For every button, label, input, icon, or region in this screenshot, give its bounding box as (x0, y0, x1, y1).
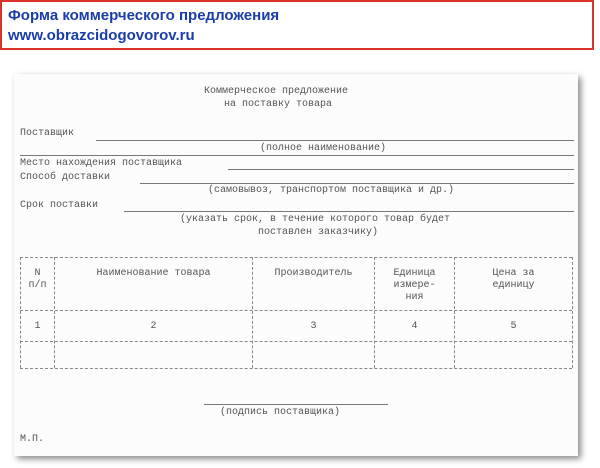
column-number: 1 (34, 321, 41, 332)
header-text: Производитель (274, 268, 353, 279)
column-number: 5 (510, 321, 517, 332)
document-heading-line1: Коммерческое предложение (204, 86, 349, 97)
table-col-divider (572, 257, 573, 368)
document-page (14, 74, 578, 456)
header-text: N (34, 268, 41, 279)
table-header-cell (21, 268, 54, 292)
table-border-top (20, 257, 572, 258)
delivery-term-line (124, 211, 574, 212)
delivery-method-hint: (самовывоз, транспортом поставщика и др.) (208, 185, 455, 196)
header-text: п/п (28, 280, 47, 291)
table-row-divider (20, 341, 572, 342)
header-text: ния (405, 292, 424, 303)
delivery-term-label: Срок поставки (20, 200, 99, 211)
supplier-hint: (полное наименование) (260, 143, 387, 154)
column-number: 4 (411, 321, 418, 332)
table-header-cell (253, 268, 374, 280)
column-number: 2 (150, 321, 157, 332)
banner-title: Форма коммерческого предложения (8, 7, 280, 24)
delivery-place-line (228, 169, 574, 170)
delivery-place-label: Место нахождения поставщика (20, 158, 183, 169)
stamp-label: М.П. (20, 434, 45, 445)
delivery-term-hint-line1: (указать срок, в течение которого товар будет (180, 214, 451, 225)
table-border-bottom (20, 368, 572, 369)
signature-line (204, 404, 388, 405)
header-text: Цена за (492, 268, 535, 279)
site-banner (0, 0, 594, 50)
banner-url[interactable]: www.obrazcidogovorov.ru (8, 27, 195, 44)
delivery-term-hint-line2: поставлен заказчику) (258, 227, 379, 238)
header-text: Наименование товара (96, 268, 211, 279)
header-text: измере- (393, 280, 436, 291)
delivery-method-label: Способ доставки (20, 172, 111, 183)
supplier-field-line (96, 140, 574, 141)
header-text: Единица (393, 268, 436, 279)
signature-hint: (подпись поставщика) (220, 407, 341, 418)
table-header-cell (375, 268, 454, 304)
header-text: единицу (492, 280, 535, 291)
supplier-hint-line (20, 155, 574, 156)
table-header-bottom (20, 310, 572, 311)
column-number: 3 (310, 321, 317, 332)
supplier-label: Поставщик (20, 128, 75, 139)
table-header-cell (455, 268, 572, 292)
table-header-cell (55, 268, 252, 280)
delivery-method-line (140, 183, 574, 184)
document-heading-line2: на поставку товара (224, 99, 333, 110)
